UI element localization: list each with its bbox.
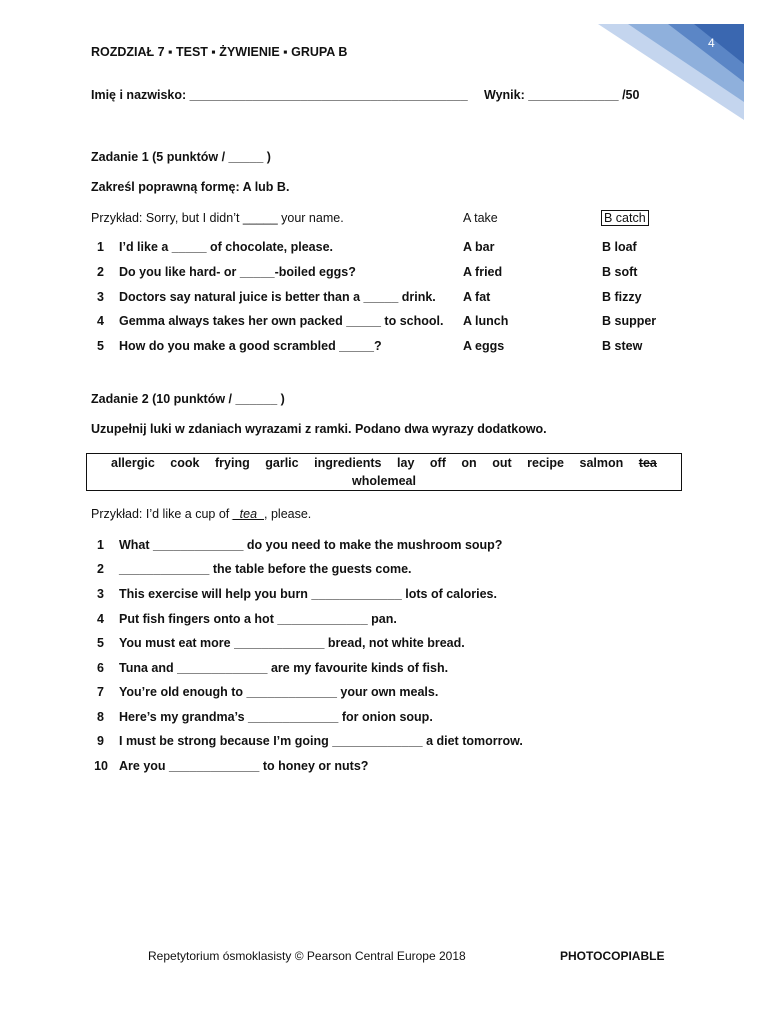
- task1-item-text: How do you make a good scrambled _____?: [119, 339, 382, 353]
- task1-option-a[interactable]: A fried: [463, 265, 503, 279]
- task2-example-prefix: Przykład: I’d like a cup of: [91, 507, 233, 521]
- task2-item-text: I must be strong because I’m going _____________ a diet tomorrow.: [119, 734, 523, 748]
- task1-item-text: Do you like hard- or _____-boiled eggs?: [119, 265, 356, 279]
- word-box-row: [87, 456, 681, 472]
- word-box-word: ingredients: [314, 456, 382, 470]
- task2-item-number: 1: [97, 538, 104, 552]
- task2-item-number: 10: [94, 759, 108, 773]
- task2-item-number: 4: [97, 612, 104, 626]
- task1-example-text: Przykład: Sorry, but I didn’t _____ your name.: [91, 211, 344, 225]
- corner-decoration: [598, 24, 744, 120]
- task2-item-text: _____________ the table before the guests come.: [119, 562, 412, 576]
- task2-item-number: 5: [97, 636, 104, 650]
- task1-option-b[interactable]: B supper: [602, 314, 657, 328]
- task1-option-b[interactable]: B soft: [602, 265, 638, 279]
- task2-item-text: Are you _____________ to honey or nuts?: [119, 759, 369, 773]
- task2-item-text: You’re old enough to _____________ your own meals.: [119, 685, 439, 699]
- name-field: Imię i nazwisko: ________________________________________: [91, 88, 468, 102]
- task1-item-number: 5: [97, 339, 104, 353]
- word-box: [86, 453, 682, 491]
- score-field: Wynik: _____________ /50: [484, 88, 640, 102]
- task1-item-text: I’d like a _____ of chocolate, please.: [119, 240, 333, 254]
- task1-item-number: 1: [97, 240, 104, 254]
- page-number: 4: [708, 36, 715, 50]
- footer-copyright: Repetytorium ósmoklasisty © Pearson Central Europe 2018: [148, 949, 466, 963]
- word-box-word: wholemeal: [352, 474, 416, 488]
- task2-item-number: 3: [97, 587, 104, 601]
- task2-item-text: What _____________ do you need to make the mushroom soup?: [119, 538, 503, 552]
- task2-instruction: Uzupełnij luki w zdaniach wyrazami z ramki. Podano dwa wyrazy dodatkowo.: [91, 422, 547, 436]
- word-box-word: tea: [638, 456, 657, 470]
- task1-option-a[interactable]: A eggs: [463, 339, 505, 353]
- word-box-word: frying: [215, 456, 250, 470]
- page-title: ROZDZIAŁ 7 ▪ TEST ▪ ŻYWIENIE ▪ GRUPA B: [91, 45, 348, 59]
- word-box-word: salmon: [579, 456, 624, 470]
- word-box-word: off: [429, 456, 446, 470]
- task2-item-number: 8: [97, 710, 104, 724]
- task2-example-answer: _tea_: [232, 507, 265, 521]
- task1-option-a[interactable]: A lunch: [463, 314, 509, 328]
- task2-item-text: Put fish fingers onto a hot _____________ pan.: [119, 612, 397, 626]
- task1-option-b[interactable]: B loaf: [602, 240, 637, 254]
- task1-example-b-circled: B catch: [601, 210, 649, 226]
- word-box-word: lay: [397, 456, 415, 470]
- word-box-word: out: [492, 456, 512, 470]
- task1-option-b[interactable]: B stew: [602, 339, 643, 353]
- task1-instruction: Zakreśl poprawną formę: A lub B.: [91, 180, 290, 194]
- task1-title: Zadanie 1 (5 punktów / _____ ): [91, 150, 271, 164]
- task1-option-b[interactable]: B fizzy: [602, 290, 642, 304]
- word-box-word: recipe: [527, 456, 564, 470]
- task2-item-text: You must eat more _____________ bread, not white bread.: [119, 636, 465, 650]
- task2-example-suffix: , please.: [264, 507, 312, 521]
- task2-item-text: This exercise will help you burn _____________ lots of calories.: [119, 587, 497, 601]
- task1-item-number: 2: [97, 265, 104, 279]
- task1-example-a: A take: [463, 211, 498, 225]
- task2-item-number: 9: [97, 734, 104, 748]
- task1-item-text: Doctors say natural juice is better than a _____ drink.: [119, 290, 436, 304]
- word-box-word: allergic: [111, 456, 155, 470]
- task1-option-a[interactable]: A bar: [463, 240, 495, 254]
- task2-item-number: 6: [97, 661, 104, 675]
- word-box-word: cook: [170, 456, 200, 470]
- word-box-word: on: [461, 456, 477, 470]
- task2-title: Zadanie 2 (10 punktów / ______ ): [91, 392, 285, 406]
- task1-option-a[interactable]: A fat: [463, 290, 491, 304]
- task1-item-text: Gemma always takes her own packed _____ to school.: [119, 314, 444, 328]
- task2-item-number: 7: [97, 685, 104, 699]
- word-box-word: garlic: [265, 456, 299, 470]
- task1-item-number: 3: [97, 290, 104, 304]
- task1-item-number: 4: [97, 314, 104, 328]
- task2-item-text: Here’s my grandma’s _____________ for onion soup.: [119, 710, 433, 724]
- task2-item-text: Tuna and _____________ are my favourite kinds of fish.: [119, 661, 449, 675]
- footer-photocopiable: PHOTOCOPIABLE: [560, 949, 665, 963]
- task2-item-number: 2: [97, 562, 104, 576]
- task2-example: [91, 507, 311, 521]
